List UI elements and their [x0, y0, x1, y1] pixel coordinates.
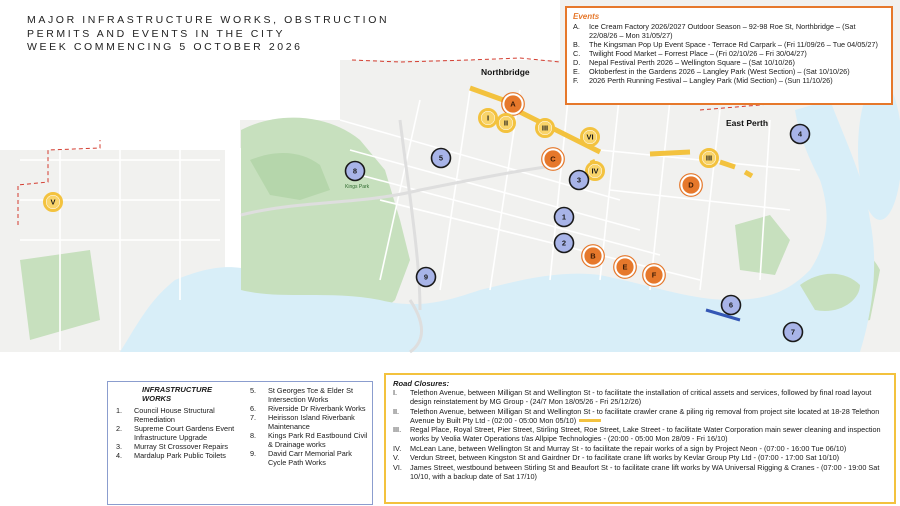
label-kings-park: Kings Park — [345, 184, 370, 190]
infrastructure-key: 4. — [116, 451, 123, 461]
infrastructure-heading — [116, 386, 240, 403]
infrastructure-text: Heirisson Island Riverbank Maintenance — [268, 413, 355, 431]
infrastructure-text: St Georges Tce & Elder St Intersection Works — [268, 386, 354, 404]
road-closure-marker-VI — [582, 129, 599, 146]
event-item — [573, 67, 885, 76]
marker-label: IV — [591, 166, 599, 176]
road-closures-legend — [384, 373, 896, 504]
event-key: E. — [573, 67, 580, 76]
road-closures-list — [393, 388, 887, 481]
road-closure-item — [393, 407, 887, 425]
infrastructure-legend — [107, 381, 373, 505]
infrastructure-marker-8 — [346, 162, 365, 181]
road-closure-key: VI. — [393, 462, 402, 472]
event-text: Nepal Festival Perth 2026 – Wellington Square – (Sat 10/10/26) — [589, 58, 795, 67]
road-closure-legend-swatch — [579, 419, 601, 422]
road-closure-text: Telethon Avenue, between Milligan St and Wellington St - to facilitate the installation of critical assets and services, followed by final road layout design reinstatement by MG Group - (24/7 Mon 18/05/26 - Fri 25/12/26) — [410, 388, 872, 406]
label-east-perth: East Perth — [726, 118, 769, 128]
infrastructure-key: 8. — [250, 431, 257, 440]
road-closure-text: Verdun Street, between Kingston St and Gairdner Dr - to facilitate crane lift works by Kevlar Group Pty Ltd - (07:00 - 17:00 Sat 10/10) — [410, 453, 840, 462]
infrastructure-marker-4 — [791, 125, 810, 144]
infrastructure-text: David Carr Memorial Park Cycle Path Works — [268, 449, 352, 467]
infrastructure-heading-line-1: INFRASTRUCTURE — [142, 385, 213, 394]
infrastructure-text: Council House Structural Remediation — [134, 406, 215, 425]
infrastructure-key: 2. — [116, 424, 123, 434]
marker-label: B — [590, 251, 596, 261]
road-closure-item — [393, 388, 887, 406]
infrastructure-marker-2 — [555, 234, 574, 253]
infrastructure-item — [250, 449, 370, 467]
infrastructure-list-2 — [250, 386, 370, 467]
infrastructure-marker-6 — [722, 296, 741, 315]
road-closure-segment-lake-2 — [745, 172, 752, 176]
infrastructure-item — [116, 442, 240, 451]
infrastructure-marker-1 — [555, 208, 574, 227]
event-key: F. — [573, 76, 579, 85]
event-marker-B — [582, 245, 605, 268]
marker-label: III — [541, 123, 549, 133]
marker-label: II — [503, 118, 509, 128]
infrastructure-column-1 — [116, 386, 240, 460]
road-closure-item — [393, 444, 887, 453]
road-closure-item — [393, 425, 887, 443]
marker-label: V — [50, 197, 56, 207]
marker-label: 9 — [423, 272, 429, 282]
road-closure-marker-IV — [587, 163, 604, 180]
event-marker-D — [680, 174, 703, 197]
infrastructure-marker-5 — [432, 149, 451, 168]
event-text: Ice Cream Factory 2026/2027 Outdoor Season – 92-98 Roe St, Northbridge – (Sat 22/08/26 – Mon 31/05/27) — [589, 22, 856, 40]
infrastructure-item — [250, 386, 370, 404]
road-closure-key: V. — [393, 453, 400, 462]
road-closure-key: I. — [393, 388, 398, 397]
event-marker-E — [614, 256, 637, 279]
infrastructure-marker-9 — [417, 268, 436, 287]
marker-label: 8 — [352, 166, 358, 176]
road-closure-text: Regal Place, Royal Street, Pier Street, Stirling Street, Roe Street, Lake Street - to facilitate Water Corporation main sewer cleaning and inspection works by Veolia Water Operations t/as Allpipe Technologies - (20:00 - 05:00 Mon 28/09 - Fri 16/10) — [410, 425, 881, 443]
marker-label: C — [550, 154, 556, 164]
event-key: D. — [573, 58, 581, 67]
infrastructure-marker-3 — [570, 171, 589, 190]
infrastructure-item — [116, 451, 240, 460]
road-closure-text: Telethon Avenue, between Milligan St and Wellington St - to facilitate crawler crane & piling rig removal from project site located at 18-28 Telethon Avenue by Built Pty Ltd - (02:00 - 05:00 Mon 05/10) — [410, 406, 880, 425]
infrastructure-key: 1. — [116, 406, 123, 416]
marker-label: F — [651, 270, 657, 280]
marker-label: 6 — [728, 300, 734, 310]
road-closure-marker-III — [701, 150, 718, 167]
map-title — [27, 14, 447, 55]
road-closure-item — [393, 453, 887, 462]
marker-label: VI — [586, 132, 594, 142]
event-text: 2026 Perth Running Festival – Langley Park (Mid Section) – (Sun 11/10/26) — [589, 76, 833, 85]
title-line-2: PERMITS AND EVENTS IN THE CITY — [27, 27, 286, 40]
infrastructure-item — [116, 424, 240, 442]
event-item — [573, 49, 885, 58]
event-key: B. — [573, 40, 580, 49]
road-closure-item — [393, 463, 887, 481]
infrastructure-marker-7 — [784, 323, 803, 342]
road-closure-marker-V — [45, 194, 62, 211]
title-line-3: WEEK COMMENCING 5 OCTOBER 2026 — [27, 41, 303, 53]
infrastructure-key: 6. — [250, 404, 257, 413]
event-marker-F — [643, 264, 666, 287]
infrastructure-text: Mardalup Park Public Toilets — [134, 451, 226, 461]
infrastructure-list-1 — [116, 406, 240, 460]
event-text: Oktoberfest in the Gardens 2026 – Langley Park (West Section) – (Sat 10/10/26) — [589, 67, 850, 76]
road-closure-marker-II — [498, 115, 515, 132]
infrastructure-key: 3. — [116, 442, 123, 452]
event-marker-A — [502, 93, 525, 116]
road-closure-text: James Street, westbound between Stirling St and Beaufort St - to facilitate crane lift works by WA Universal Rigging & Cranes - (07:00 - 19:00 Sat 10/10, with a backup date of Sat 17/10) — [410, 462, 880, 481]
event-item — [573, 40, 885, 49]
marker-label: D — [688, 180, 694, 190]
marker-label: I — [486, 113, 490, 123]
events-list — [573, 22, 885, 85]
infrastructure-item — [250, 404, 370, 413]
event-text: Twilight Food Market – Forrest Place – (Fri 02/10/26 – Fri 30/04/27) — [589, 49, 807, 58]
marker-label: 3 — [576, 175, 582, 185]
events-legend — [565, 6, 893, 105]
marker-label: E — [622, 262, 628, 272]
road-closure-marker-I — [480, 110, 497, 127]
marker-label: 1 — [561, 212, 567, 222]
marker-label: 7 — [790, 327, 796, 337]
infrastructure-item — [250, 431, 370, 449]
infrastructure-key: 7. — [250, 413, 257, 422]
road-closure-key: III. — [393, 425, 402, 434]
event-text: The Kingsman Pop Up Event Space - Terrace Rd Carpark – (Fri 11/09/26 – Tue 04/05/27) — [589, 40, 878, 49]
marker-label: III — [705, 153, 713, 163]
event-item — [573, 22, 885, 40]
page-background-left — [0, 130, 240, 150]
road-closures-heading: Road Closures: — [393, 379, 450, 388]
infrastructure-text: Murray St Crossover Repairs — [134, 442, 229, 452]
infrastructure-text: Supreme Court Gardens Event Infrastructure Upgrade — [134, 424, 235, 443]
event-marker-C — [542, 148, 565, 171]
road-closure-marker-III — [537, 120, 554, 137]
label-northbridge: Northbridge — [481, 67, 530, 77]
infrastructure-text: Riverside Dr Riverbank Works — [268, 404, 366, 413]
road-closure-segment-royal — [650, 152, 690, 154]
marker-label: 5 — [438, 153, 444, 163]
event-key: A. — [573, 22, 580, 31]
marker-label: 4 — [797, 129, 803, 139]
infrastructure-column-2 — [250, 386, 370, 467]
event-item — [573, 76, 885, 85]
infrastructure-heading-line-2: WORKS — [142, 393, 172, 403]
events-heading: Events — [573, 12, 600, 21]
infrastructure-key: 9. — [250, 449, 257, 458]
infrastructure-item — [250, 413, 370, 431]
marker-label: A — [510, 99, 516, 109]
event-item — [573, 58, 885, 67]
infrastructure-text: Kings Park Rd Eastbound Civil & Drainage works — [268, 431, 368, 449]
title-line-1: MAJOR INFRASTRUCTURE WORKS, OBSTRUCTION — [27, 14, 390, 26]
road-closure-key: IV. — [393, 443, 402, 453]
event-key: C. — [573, 49, 581, 58]
infrastructure-key: 5. — [250, 386, 257, 395]
marker-label: 2 — [561, 238, 567, 248]
road-closure-text: McLean Lane, between Wellington St and Murray St - to facilitate the repair works of a sign by Project Neon - (07:00 - 16:00 Tue 06/10) — [410, 443, 847, 453]
infrastructure-item — [116, 406, 240, 424]
road-closure-key: II. — [393, 406, 400, 416]
